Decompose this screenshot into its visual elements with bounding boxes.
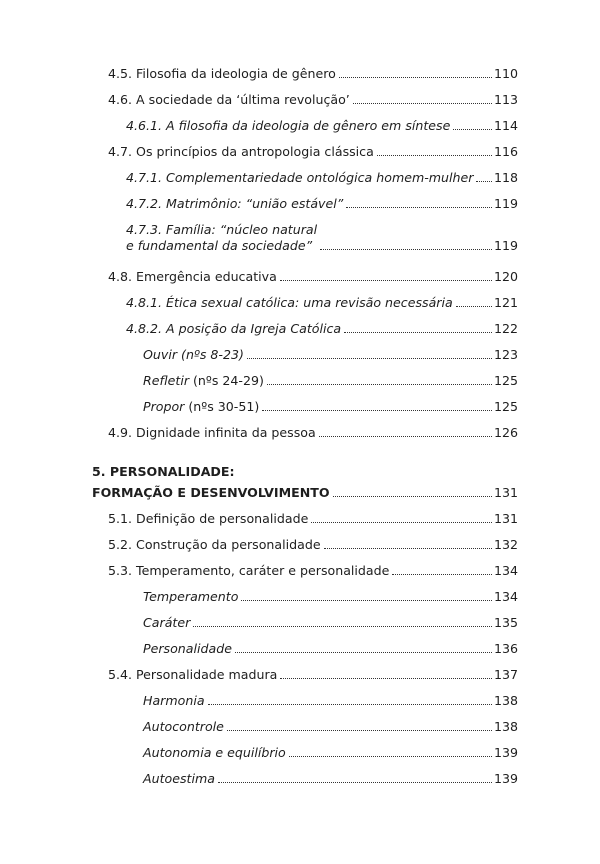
toc-entry-4-9[interactable] [108, 425, 518, 441]
toc-page-number: 132 [493, 537, 518, 552]
toc-entry-refletir[interactable] [143, 373, 518, 389]
toc-entry-ouvir[interactable] [143, 347, 518, 363]
toc-entry-4-8-1[interactable] [126, 295, 518, 311]
toc-page-number: 125 [493, 399, 518, 414]
toc-page-number: 122 [493, 321, 518, 336]
toc-entry-personalidade[interactable] [143, 641, 518, 657]
dot-leader [344, 332, 492, 333]
toc-page-number: 137 [493, 667, 518, 682]
toc-entry-label: 4.8. Emergência educativa [108, 269, 277, 284]
toc-page-number: 110 [493, 66, 518, 81]
toc-entry-4-7-2[interactable] [126, 196, 518, 212]
toc-page-number: 114 [493, 118, 518, 133]
toc-entry-label: 4.5. Filosofia da ideologia de gênero [108, 66, 336, 81]
dot-leader [311, 522, 492, 523]
dot-leader [227, 730, 492, 731]
dot-leader [247, 358, 492, 359]
toc-entry-label-rest: (nºs 24-29) [189, 373, 264, 388]
toc-entry-temperamento[interactable] [143, 589, 518, 605]
toc-entry-autocontrole[interactable] [143, 719, 518, 735]
toc-entry-label: Harmonia [143, 693, 205, 708]
toc-entry-label: 5.3. Temperamento, caráter e personalidade [108, 563, 390, 578]
toc-page-number: 134 [493, 563, 518, 578]
toc-entry-label: Personalidade [143, 641, 232, 656]
toc-entry-autoestima[interactable] [143, 771, 518, 787]
dot-leader [320, 249, 492, 250]
toc-entry-label: 4.8.2. A posição da Igreja Católica [126, 321, 342, 336]
toc-page-number: 131 [493, 485, 518, 500]
dot-leader [456, 306, 492, 307]
toc-entry-4-8[interactable] [108, 269, 518, 285]
toc-entry-4-6-1[interactable] [126, 118, 518, 134]
toc-page-number: 113 [493, 92, 518, 107]
toc-page-number: 139 [493, 745, 518, 760]
toc-page-number: 126 [493, 425, 518, 440]
dot-leader [208, 704, 492, 705]
toc-entry-5-2[interactable] [108, 537, 518, 553]
toc-entry-5-1[interactable] [108, 511, 518, 527]
toc-entry-label: Autonomia e equilíbrio [143, 745, 286, 760]
toc-page-number: 120 [493, 269, 518, 284]
toc-entry-label: Autocontrole [143, 719, 224, 734]
toc-page-number: 123 [493, 347, 518, 362]
toc-page-number: 139 [493, 771, 518, 786]
toc-page-number: 138 [493, 719, 518, 734]
toc-entry-chapter-5[interactable] [92, 485, 518, 501]
dot-leader [289, 756, 492, 757]
toc-entry-label: 4.6. A sociedade da ‘última revolução’ [108, 92, 350, 107]
toc-entry-4-7-1[interactable] [126, 170, 518, 186]
toc-entry-4-6[interactable] [108, 92, 518, 108]
toc-page-number: 118 [493, 170, 518, 185]
toc-entry-label: Caráter [143, 615, 191, 630]
dot-leader [262, 410, 492, 411]
toc-entry-label: Autoestima [143, 771, 215, 786]
toc-page-number: 121 [493, 295, 518, 310]
dot-leader [193, 626, 492, 627]
toc-entry-label-line1: 4.7.3. Família: “núcleo natural [126, 222, 318, 237]
toc-entry-harmonia[interactable] [143, 693, 518, 709]
toc-entry-4-7[interactable] [108, 144, 518, 160]
chapter-5-title-line1: 5. PERSONALIDADE: [92, 464, 235, 479]
toc-entry-label: 4.8.1. Ética sexual católica: uma revisão necessária [126, 295, 453, 310]
toc-entry-label: 5.1. Definição de personalidade [108, 511, 309, 526]
toc-entry-label-italic: Propor [143, 399, 185, 414]
toc-entry-4-7-3[interactable] [126, 222, 518, 254]
toc-entry-label: Temperamento [143, 589, 239, 604]
dot-leader [353, 103, 492, 104]
toc-entry-label: 5.4. Personalidade madura [108, 667, 278, 682]
dot-leader [324, 548, 492, 549]
toc-page-number: 136 [493, 641, 518, 656]
toc-entry-4-8-2[interactable] [126, 321, 518, 337]
dot-leader [319, 436, 492, 437]
toc-entry-4-5[interactable] [108, 66, 518, 82]
toc-entry-label-italic: Refletir [143, 373, 189, 388]
toc-entry-label-line2: e fundamental da sociedade” [126, 238, 313, 253]
dot-leader [346, 207, 492, 208]
toc-entry-5-3[interactable] [108, 563, 518, 579]
dot-leader [267, 384, 492, 385]
toc-page-number: 135 [493, 615, 518, 630]
toc-entry-propor[interactable] [143, 399, 518, 415]
toc-entry-label: 5.2. Construção da personalidade [108, 537, 321, 552]
dot-leader [280, 678, 492, 679]
dot-leader [392, 574, 492, 575]
toc-page-number: 125 [493, 373, 518, 388]
dot-leader [377, 155, 492, 156]
toc-page-number: 138 [493, 693, 518, 708]
dot-leader [235, 652, 492, 653]
toc-entry-label: 4.6.1. A filosofia da ideologia de gênero em síntese [126, 118, 451, 133]
toc-entry-label: 4.7.2. Matrimônio: “união estável” [126, 196, 344, 211]
dot-leader [241, 600, 492, 601]
toc-entry-label: 4.9. Dignidade infinita da pessoa [108, 425, 316, 440]
toc-entry-label [143, 373, 264, 389]
toc-page-number: 116 [493, 144, 518, 159]
toc-entry-label [143, 399, 259, 415]
toc-page-number: 131 [493, 511, 518, 526]
toc-page-number: 119 [493, 238, 518, 253]
toc-page-number: 134 [493, 589, 518, 604]
dot-leader [453, 129, 492, 130]
dot-leader [280, 280, 492, 281]
toc-entry-autonomia[interactable] [143, 745, 518, 761]
toc-entry-carater[interactable] [143, 615, 518, 631]
toc-entry-label: 4.7. Os princípios da antropologia clássica [108, 144, 374, 159]
toc-entry-label-rest: (nºs 30-51) [184, 399, 260, 414]
dot-leader [339, 77, 492, 78]
toc-entry-label: FORMAÇÃO E DESENVOLVIMENTO [92, 485, 330, 500]
toc-entry-5-4[interactable] [108, 667, 518, 683]
toc-entry-label [126, 222, 317, 254]
dot-leader [476, 181, 492, 182]
dot-leader [218, 782, 492, 783]
toc-entry-label: Ouvir (nºs 8-23) [143, 347, 244, 362]
toc-entry-label: 4.7.1. Complementariedade ontológica homem-mulher [126, 170, 474, 185]
toc-page-number: 119 [493, 196, 518, 211]
dot-leader [333, 496, 492, 497]
